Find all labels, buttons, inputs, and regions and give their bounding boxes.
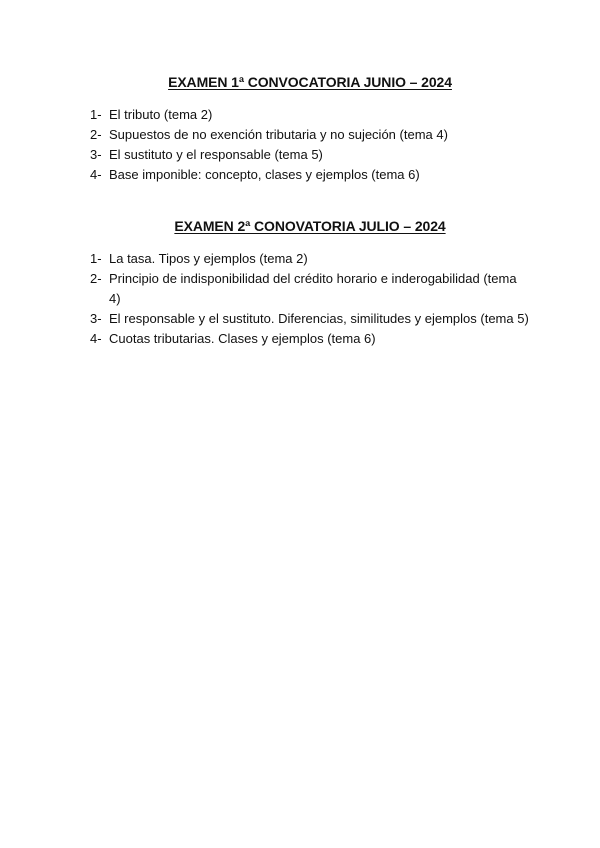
list-item xyxy=(90,329,530,349)
question-text: Base imponible: concepto, clases y ejemplos (tema 6) xyxy=(109,167,420,182)
question-number: 4- xyxy=(90,331,102,346)
list-item xyxy=(90,125,530,145)
question-text: La tasa. Tipos y ejemplos (tema 2) xyxy=(109,251,308,266)
question-text: El responsable y el sustituto. Diferencias, similitudes y ejemplos (tema 5) xyxy=(109,311,529,326)
list-item xyxy=(90,145,530,165)
exam-title: EXAMEN 1ª CONVOCATORIA JUNIO – 2024 xyxy=(168,74,452,90)
question-text: El tributo (tema 2) xyxy=(109,107,213,122)
list-item xyxy=(90,269,530,309)
exam-section-july xyxy=(90,216,530,349)
question-number: 1- xyxy=(90,107,102,122)
exam-section-june xyxy=(90,72,530,185)
question-number: 2- xyxy=(90,271,102,286)
question-number: 4- xyxy=(90,167,102,182)
question-number: 1- xyxy=(90,251,102,266)
question-text: El sustituto y el responsable (tema 5) xyxy=(109,147,323,162)
question-number: 3- xyxy=(90,311,102,326)
question-text: Cuotas tributarias. Clases y ejemplos (tema 6) xyxy=(109,331,376,346)
question-number: 3- xyxy=(90,147,102,162)
exam-title: EXAMEN 2ª CONOVATORIA JULIO – 2024 xyxy=(174,218,446,234)
list-item xyxy=(90,165,530,185)
list-item xyxy=(90,309,530,329)
question-text: Supuestos de no exención tributaria y no sujeción (tema 4) xyxy=(109,127,448,142)
list-item xyxy=(90,249,530,269)
question-list xyxy=(90,105,530,185)
question-text: Principio de indisponibilidad del crédito horario e inderogabilidad (tema 4) xyxy=(109,271,517,306)
list-item xyxy=(90,105,530,125)
question-list xyxy=(90,249,530,349)
question-number: 2- xyxy=(90,127,102,142)
